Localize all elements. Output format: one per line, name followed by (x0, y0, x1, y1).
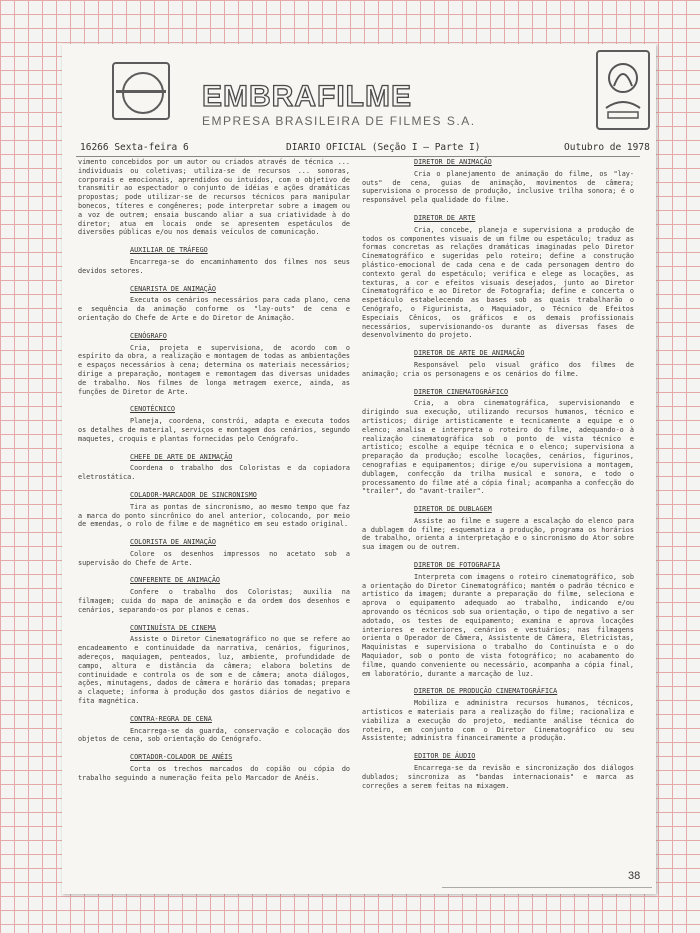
job-section (78, 491, 350, 529)
footer-rule (442, 887, 652, 892)
section-title: DIRETOR DE FOTOGRAFIA (414, 561, 500, 570)
section-text: Cria, a obra cinematográfica, supervisionando e dirigindo sua execução, utilizando recursos humanos, técnico e artísticos; dirige artisticamente e tecnicamente a equipe e o elenco; analisa e interpreta o roteiro do filme, adequando-o à realização cinematográfica sob o ponto de vista técnico e artístico; escolhe a equipe técnica e o elenco; supervisiona a preparação da produção; escolhe locações, cenários, figurinos, cenografias e equipamentos; dirige e/ou supervisiona a montagem, dublagem, confecção da trilha musical e sonora, e todo o processamento do filme até a cópia final; acompanha a confecção do "trailer", do "avant-trailer". (362, 399, 634, 496)
brand-title: EMBRAFILME (202, 80, 412, 113)
section-text: Interpreta com imagens o roteiro cinematográfico, sob a orientação do Diretor Cinematográfico; mantém o padrão técnico e artístico da imagem; durante a preparação do filme, seleciona e aprova o equipamento adequado ao trabalho, indicando e/ou aprovando os técnicos sob sua orientação, o tipo de negativo a ser adotado, os testes de equipamento; examina e aprova locações interiores e exteriores, cenários e vestuários; nas filmagens orienta o Operador de Câmera, Assistente de Câmera, Eletricistas, Maquinistas e supervisiona o trabalho do Continuísta e o do Maquiador, sob o ponto de vista fotográfico; no acabamento do filme, quando conveniente ou necessário, acompanha a cópia final, em laboratório, durante a marcação de luz. (362, 572, 634, 678)
section-text: Assiste o Diretor Cinematográfico no que se refere ao encadeamento e continuidade da narrativa, cenários, figurinos, adereços, maquiagem, penteados, luz, ambiente, profundidade de campo, altura e distância da câmera; elabora boletins de continuidade e controla os de som e de câmera; anota diálogos, ações, minutagens, dados de câmera e horário das tomadas; prepara a claquete; informa à produção dos gastos diários de negativo e fita magnética. (78, 635, 350, 706)
section-text: Encarrega-se do encaminhamento dos filmes nos seus devidos setores. (78, 257, 350, 275)
job-section (362, 752, 634, 790)
section-text: Tira as pontas de sincronismo, ao mesmo tempo que faz a marca do ponto sincrônico do anel anterior, colocando, por meio de emendas, o rolo de filme e de magnético em seu estado original. (78, 502, 350, 529)
section-title: DIRETOR DE ARTE (414, 213, 476, 222)
section-text: Confere o trabalho dos Coloristas; auxilia na filmagem; cuida do mapa de animação e da ordem dos desenhos e cenários, separando-os por planos e cenas. (78, 588, 350, 614)
section-title: AUXILIAR DE TRÁFEGO (130, 246, 208, 255)
job-section (78, 158, 350, 237)
page-number: 38 (628, 870, 641, 882)
job-section (78, 332, 350, 397)
job-section (78, 405, 350, 443)
section-title: EDITOR DE ÁUDIO (414, 752, 476, 761)
section-title: DIRETOR DE ANIMAÇÃO (414, 158, 492, 166)
section-title: COLORISTA DE ANIMAÇÃO (130, 538, 216, 547)
brand-subtitle: EMPRESA BRASILEIRA DE FILMES S.A. (202, 114, 476, 128)
job-section (78, 576, 350, 614)
job-section (362, 388, 634, 497)
section-text: Encarrega-se da guarda, conservação e colocação dos objetos de cena, sob orientação do Cenógrafo. (78, 726, 350, 744)
right-column (362, 158, 634, 799)
job-section (362, 687, 634, 743)
job-section (78, 715, 350, 744)
section-title: CONTINUÍSTA DE CINEMA (130, 623, 216, 632)
issue-number: 16266 Sexta-feira 6 (80, 142, 189, 153)
section-text: vimento concebidos por um autor ou criados através de técnica ... individuais ou coletivas; utiliza-se de recursos ... sonoras, corporais e emocionais, aprendidos ou intuídos, com o objetivo de transmitir ao espectador o conjunto de idéias e ações dramáticas propostas; pode utilizar-se de recursos técnicos para manipular bonecos, títeres e congêneres; pode interpretar sobre a imagem ou a voz de outrem; ensaia buscando aliar a sua criatividade à do diretor; atua em locais onde se apresentem espetáculos de diversões públicas e/ou nos demais veículos de comunicação. (78, 158, 350, 237)
document-page (62, 44, 656, 894)
section-title: CORTADOR-COLADOR DE ANÉIS (130, 753, 233, 762)
job-section (78, 246, 350, 275)
section-title: CENOTÉCNICO (130, 405, 176, 414)
job-section (78, 753, 350, 782)
section-text: Colore os desenhos impressos no acetato sob a supervisão do Chefe de Arte. (78, 549, 350, 567)
section-text: Corta os trechos marcados do copião ou cópia do trabalho seguindo a numeração feita pelo Marcador de Anéis. (78, 765, 350, 782)
section-text: Planeja, coordena, constrói, adapta e executa todos os detalhes de material, serviços e montagem dos cenários, segundo maquetes, croquis e plantas fornecidas pelo Cenógrafo. (78, 417, 350, 443)
job-section (78, 624, 350, 706)
dateline (76, 142, 650, 157)
section-title: DIRETOR DE DUBLAGEM (414, 505, 492, 514)
section-text: Cria o planejamento de animação do filme, os "lay-outs" de cena, guias de animação, movimentos de câmera; supervisiona o processo de produção, inclusive trilha sonora; é o responsável pela qualidade do filme. (362, 169, 634, 205)
section-title: CENÓGRAFO (130, 331, 167, 340)
section-title: COLADOR-MARCADOR DE SINCRONISMO (130, 490, 257, 499)
left-column (78, 158, 350, 792)
job-section (78, 285, 350, 323)
job-section (78, 453, 350, 482)
section-text: Coordena o trabalho dos Coloristas e da copiadora eletrostática. (78, 464, 350, 482)
job-section (362, 561, 634, 678)
job-section (78, 538, 350, 567)
section-title: CENARISTA DE ANIMAÇÃO (130, 284, 216, 293)
job-section (362, 158, 634, 205)
section-text: Assiste ao filme e sugere a escalação do elenco para a dublagem do filme; esquematiza a produção, programa os horários de trabalho, orienta a interpretação e o sincronismo do Ator sobre sua imagem ou de outrem. (362, 516, 634, 552)
section-title: DIRETOR CINEMATOGRÁFICO (414, 387, 509, 396)
journal-name: DIARIO OFICIAL (Seção I — Parte I) (286, 142, 481, 153)
section-title: CONFERENTE DE ANIMAÇÃO (130, 576, 221, 585)
job-section (362, 349, 634, 378)
section-text: Encarrega-se da revisão e sincronização dos diálogos dublados; sincroniza as "bandas internacionais" e marca as correções a serem feitas na mixagem. (362, 764, 634, 790)
section-text: Responsável pelo visual gráfico dos filmes de animação; cria os personagens e os cenários do filme. (362, 360, 634, 378)
section-text: Cria, projeta e supervisiona, de acordo com o espírito da obra, a realização e montagem de todas as ambientações e espaços necessários à cena; determina os materiais necessários; dirige a preparação, montagem e remontagem das diversas unidades de trabalho. Nos filmes de longa metragem exerce, ainda, as funções de Diretor de Arte. (78, 343, 350, 396)
section-title: CHEFE DE ARTE DE ANIMAÇÃO (130, 452, 233, 461)
issue-date: Outubro de 1978 (564, 142, 650, 153)
section-title: CONTRA-REGRA DE CENA (130, 714, 212, 723)
section-text: Executa os cenários necessários para cada plano, cena e sequência da animação conforme os "lay-outs" de cena e orientação do Chefe de Arte e do Diretor de Animação. (78, 296, 350, 322)
section-title: DIRETOR DE ARTE DE ANIMAÇÃO (414, 349, 525, 358)
job-section (362, 505, 634, 552)
section-title: DIRETOR DE PRODUÇÃO CINEMATOGRÁFICA (414, 687, 558, 696)
emblem-icon (596, 50, 650, 130)
job-section (362, 214, 634, 340)
embrafilme-logo-icon (112, 62, 170, 120)
section-text: Cria, concebe, planeja e supervisiona a produção de todos os componentes visuais de um filme ou espetáculo; traduz as formas concretas as relações dramáticas imaginadas pelo Diretor Cinematográfico e sugeridas pelo roteiro; define a construção plástico-emocional de cada cena e de cada personagem dentro do contexto geral do espetáculo; verifica e elege as locações, as texturas, a cor e efeitos visuais desejados, junto ao Diretor Cinematográfico e ao Diretor de Fotografia; define e concerta o espetáculo estabelecendo as bases sob as quais trabalharão o Cenógrafo, o Figurinista, o Maquiador, o Técnico de Efeitos Especiais Cênicos, os gráficos e os demais profissionais necessários, supervisionando-os durante as diversas fases de desenvolvimento do projeto. (362, 225, 634, 340)
section-text: Mobiliza e administra recursos humanos, técnicos, artísticos e materiais para a realização do filme; racionaliza e viabiliza a execução do projeto, mediante análise técnica do roteiro, em conjunto com o Diretor Cinematográfico ou seu Assistente; administra financeiramente a produção. (362, 699, 634, 743)
